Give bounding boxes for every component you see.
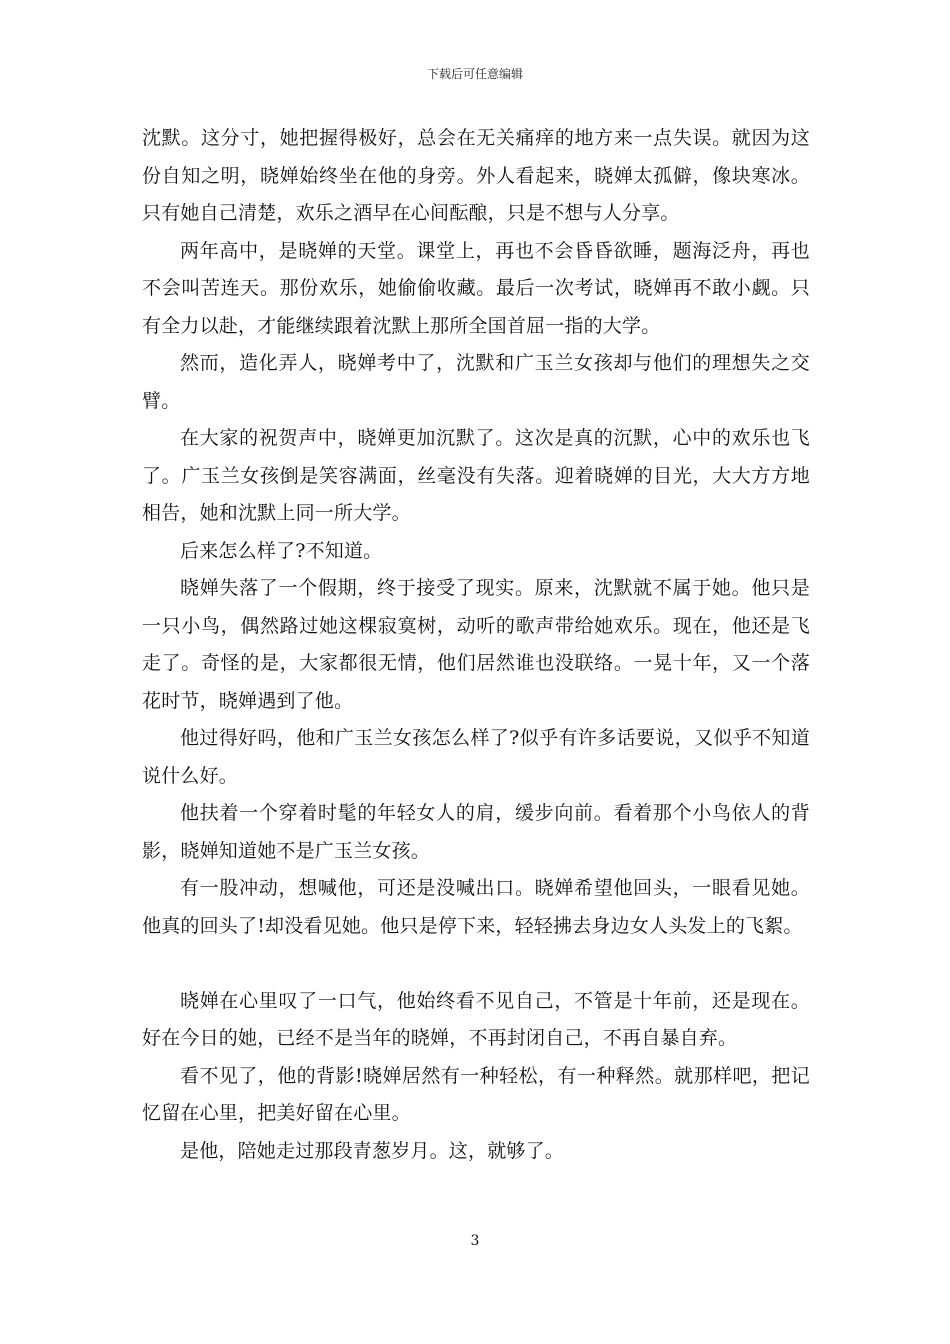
paragraph: 两年高中，是晓婵的天堂。课堂上，再也不会昏昏欲睡，题海泛舟，再也不会叫苦连天。那份欢乐，她偷偷收藏。最后一次考试，晓婵再不敢小觑。只有全力以赴，才能继续跟着沈默上那所全国首屈一指的大学。: [142, 239, 810, 337]
paragraph: 沈默。这分寸，她把握得极好，总会在无关痛痒的地方来一点失误。就因为这份自知之明，晓婵始终坐在他的身旁。外人看起来，晓婵太孤僻，像块寒冰。只有她自己清楚，欢乐之酒早在心间酝酿，只是不想与人分享。: [142, 127, 810, 224]
paragraph: 他扶着一个穿着时髦的年轻女人的肩，缓步向前。看着那个小鸟依人的背影，晓婵知道她不是广玉兰女孩。: [142, 802, 810, 862]
blank-line: [142, 945, 810, 983]
paragraph: 然而，造化弄人，晓婵考中了，沈默和广玉兰女孩却与他们的理想失之交臂。: [142, 352, 810, 412]
paragraph: 在大家的祝贺声中，晓婵更加沉默了。这次是真的沉默，心中的欢乐也飞了。广玉兰女孩倒是笑容满面，丝毫没有失落。迎着晓婵的目光，大大方方地相告，她和沈默上同一所大学。: [142, 427, 810, 524]
paragraph: 有一股冲动，想喊他，可还是没喊出口。晓婵希望他回头，一眼看见她。他真的回头了!却没看见她。他只是停下来，轻轻拂去身边女人头发上的飞絮。: [142, 877, 810, 937]
document-body: [142, 120, 810, 1170]
paragraph: 是他，陪她走过那段青葱岁月。这，就够了。: [180, 1139, 565, 1162]
page-number: 3: [470, 1233, 480, 1249]
paragraph: 他过得好吗，他和广玉兰女孩怎么样了?似乎有许多话要说，又似乎不知道说什么好。: [142, 727, 810, 787]
paragraph: 晓婵在心里叹了一口气，他始终看不见自己，不管是十年前，还是现在。好在今日的她，已经不是当年的晓婵，不再封闭自己，不再自暴自弃。: [142, 989, 810, 1049]
page-header: 下载后可任意编辑: [426, 67, 523, 81]
paragraph: 晓婵失落了一个假期，终于接受了现实。原来，沈默就不属于她。他只是一只小鸟，偶然路过她这棵寂寞树，动听的歌声带给她欢乐。现在，他还是飞走了。奇怪的是，大家都很无情，他们居然谁也没联络。一晃十年，又一个落花时节，晓婵遇到了他。: [142, 577, 810, 712]
paragraph: 看不见了，他的背影!晓婵居然有一种轻松，有一种释然。就那样吧，把记忆留在心里，把美好留在心里。: [142, 1064, 810, 1124]
paragraph: 后来怎么样了?不知道。: [180, 539, 383, 562]
